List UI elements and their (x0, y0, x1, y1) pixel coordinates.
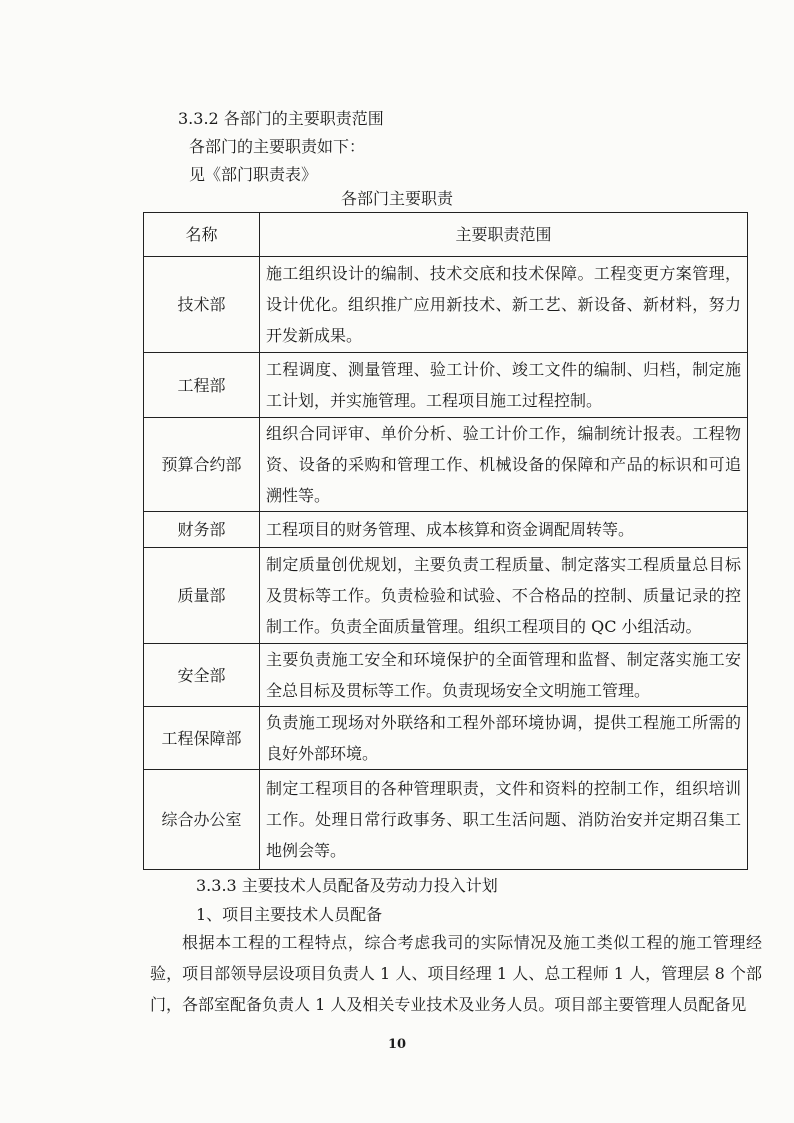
column-header-duties: 主要职责范围 (260, 213, 748, 257)
section-heading: 3.3.2 各部门的主要职责范围 (178, 109, 384, 128)
department-duties-table (143, 212, 748, 870)
page-number: 10 (387, 1037, 407, 1052)
section2-heading: 3.3.3 主要技术人员配备及劳动力投入计划 (196, 876, 498, 895)
table-row (144, 353, 748, 418)
table-row (144, 512, 748, 548)
column-header-name: 名称 (144, 213, 260, 257)
table-row (144, 770, 748, 870)
table-row (144, 257, 748, 353)
dept-name: 综合办公室 (144, 770, 260, 870)
dept-name: 工程部 (144, 353, 260, 418)
table-reference: 见《部门职责表》 (189, 165, 318, 184)
dept-duties: 负责施工现场对外联络和工程外部环境协调，提供工程施工所需的良好外部环境。 (260, 707, 748, 770)
dept-duties: 施工组织设计的编制、技术交底和技术保障。工程变更方案管理，设计优化。组织推广应用新技术、新工艺、新设备、新材料，努力开发新成果。 (260, 257, 748, 353)
body-paragraph: 根据本工程的工程特点，综合考虑我司的实际情况及施工类似工程的施工管理经验，项目部领导层设项目负责人 1 人、项目经理 1 人、总工程师 1 人，管理层 8 个部门，各部室配备负责人 1 人及相关专业技术及业务人员。项目部主要管理人员配备见 (150, 933, 762, 1014)
dept-name: 财务部 (144, 512, 260, 548)
section-intro: 各部门的主要职责如下： (189, 137, 366, 156)
dept-duties: 主要负责施工安全和环境保护的全面管理和监督、制定落实施工安全总目标及贯标等工作。负责现场安全文明施工管理。 (260, 644, 748, 707)
dept-duties: 制定质量创优规划，主要负责工程质量、制定落实工程质量总目标及贯标等工作。负责检验和试验、不合格品的控制、质量记录的控制工作。负责全面质量管理。组织工程项目的 QC 小组活动。 (260, 548, 748, 644)
dept-duties: 组织合同评审、单价分析、验工计价工作，编制统计报表。工程物资、设备的采购和管理工作、机械设备的保障和产品的标识和可追溯性等。 (260, 418, 748, 512)
dept-duties: 制定工程项目的各种管理职责，文件和资料的控制工作，组织培训工作。处理日常行政事务、职工生活问题、消防治安并定期召集工地例会等。 (260, 770, 748, 870)
table-row (144, 707, 748, 770)
dept-name: 预算合约部 (144, 418, 260, 512)
table-caption: 各部门主要职责 (340, 189, 453, 208)
dept-duties: 工程项目的财务管理、成本核算和资金调配周转等。 (260, 512, 748, 548)
table-row (144, 418, 748, 512)
table-header-row (144, 213, 748, 257)
table-row (144, 644, 748, 707)
dept-duties: 工程调度、测量管理、验工计价、竣工文件的编制、归档，制定施工计划，并实施管理。工程项目施工过程控制。 (260, 353, 748, 418)
dept-name: 安全部 (144, 644, 260, 707)
dept-name: 工程保障部 (144, 707, 260, 770)
section2-subheading: 1、项目主要技术人员配备 (196, 905, 383, 924)
dept-name: 质量部 (144, 548, 260, 644)
table-row (144, 548, 748, 644)
dept-name: 技术部 (144, 257, 260, 353)
